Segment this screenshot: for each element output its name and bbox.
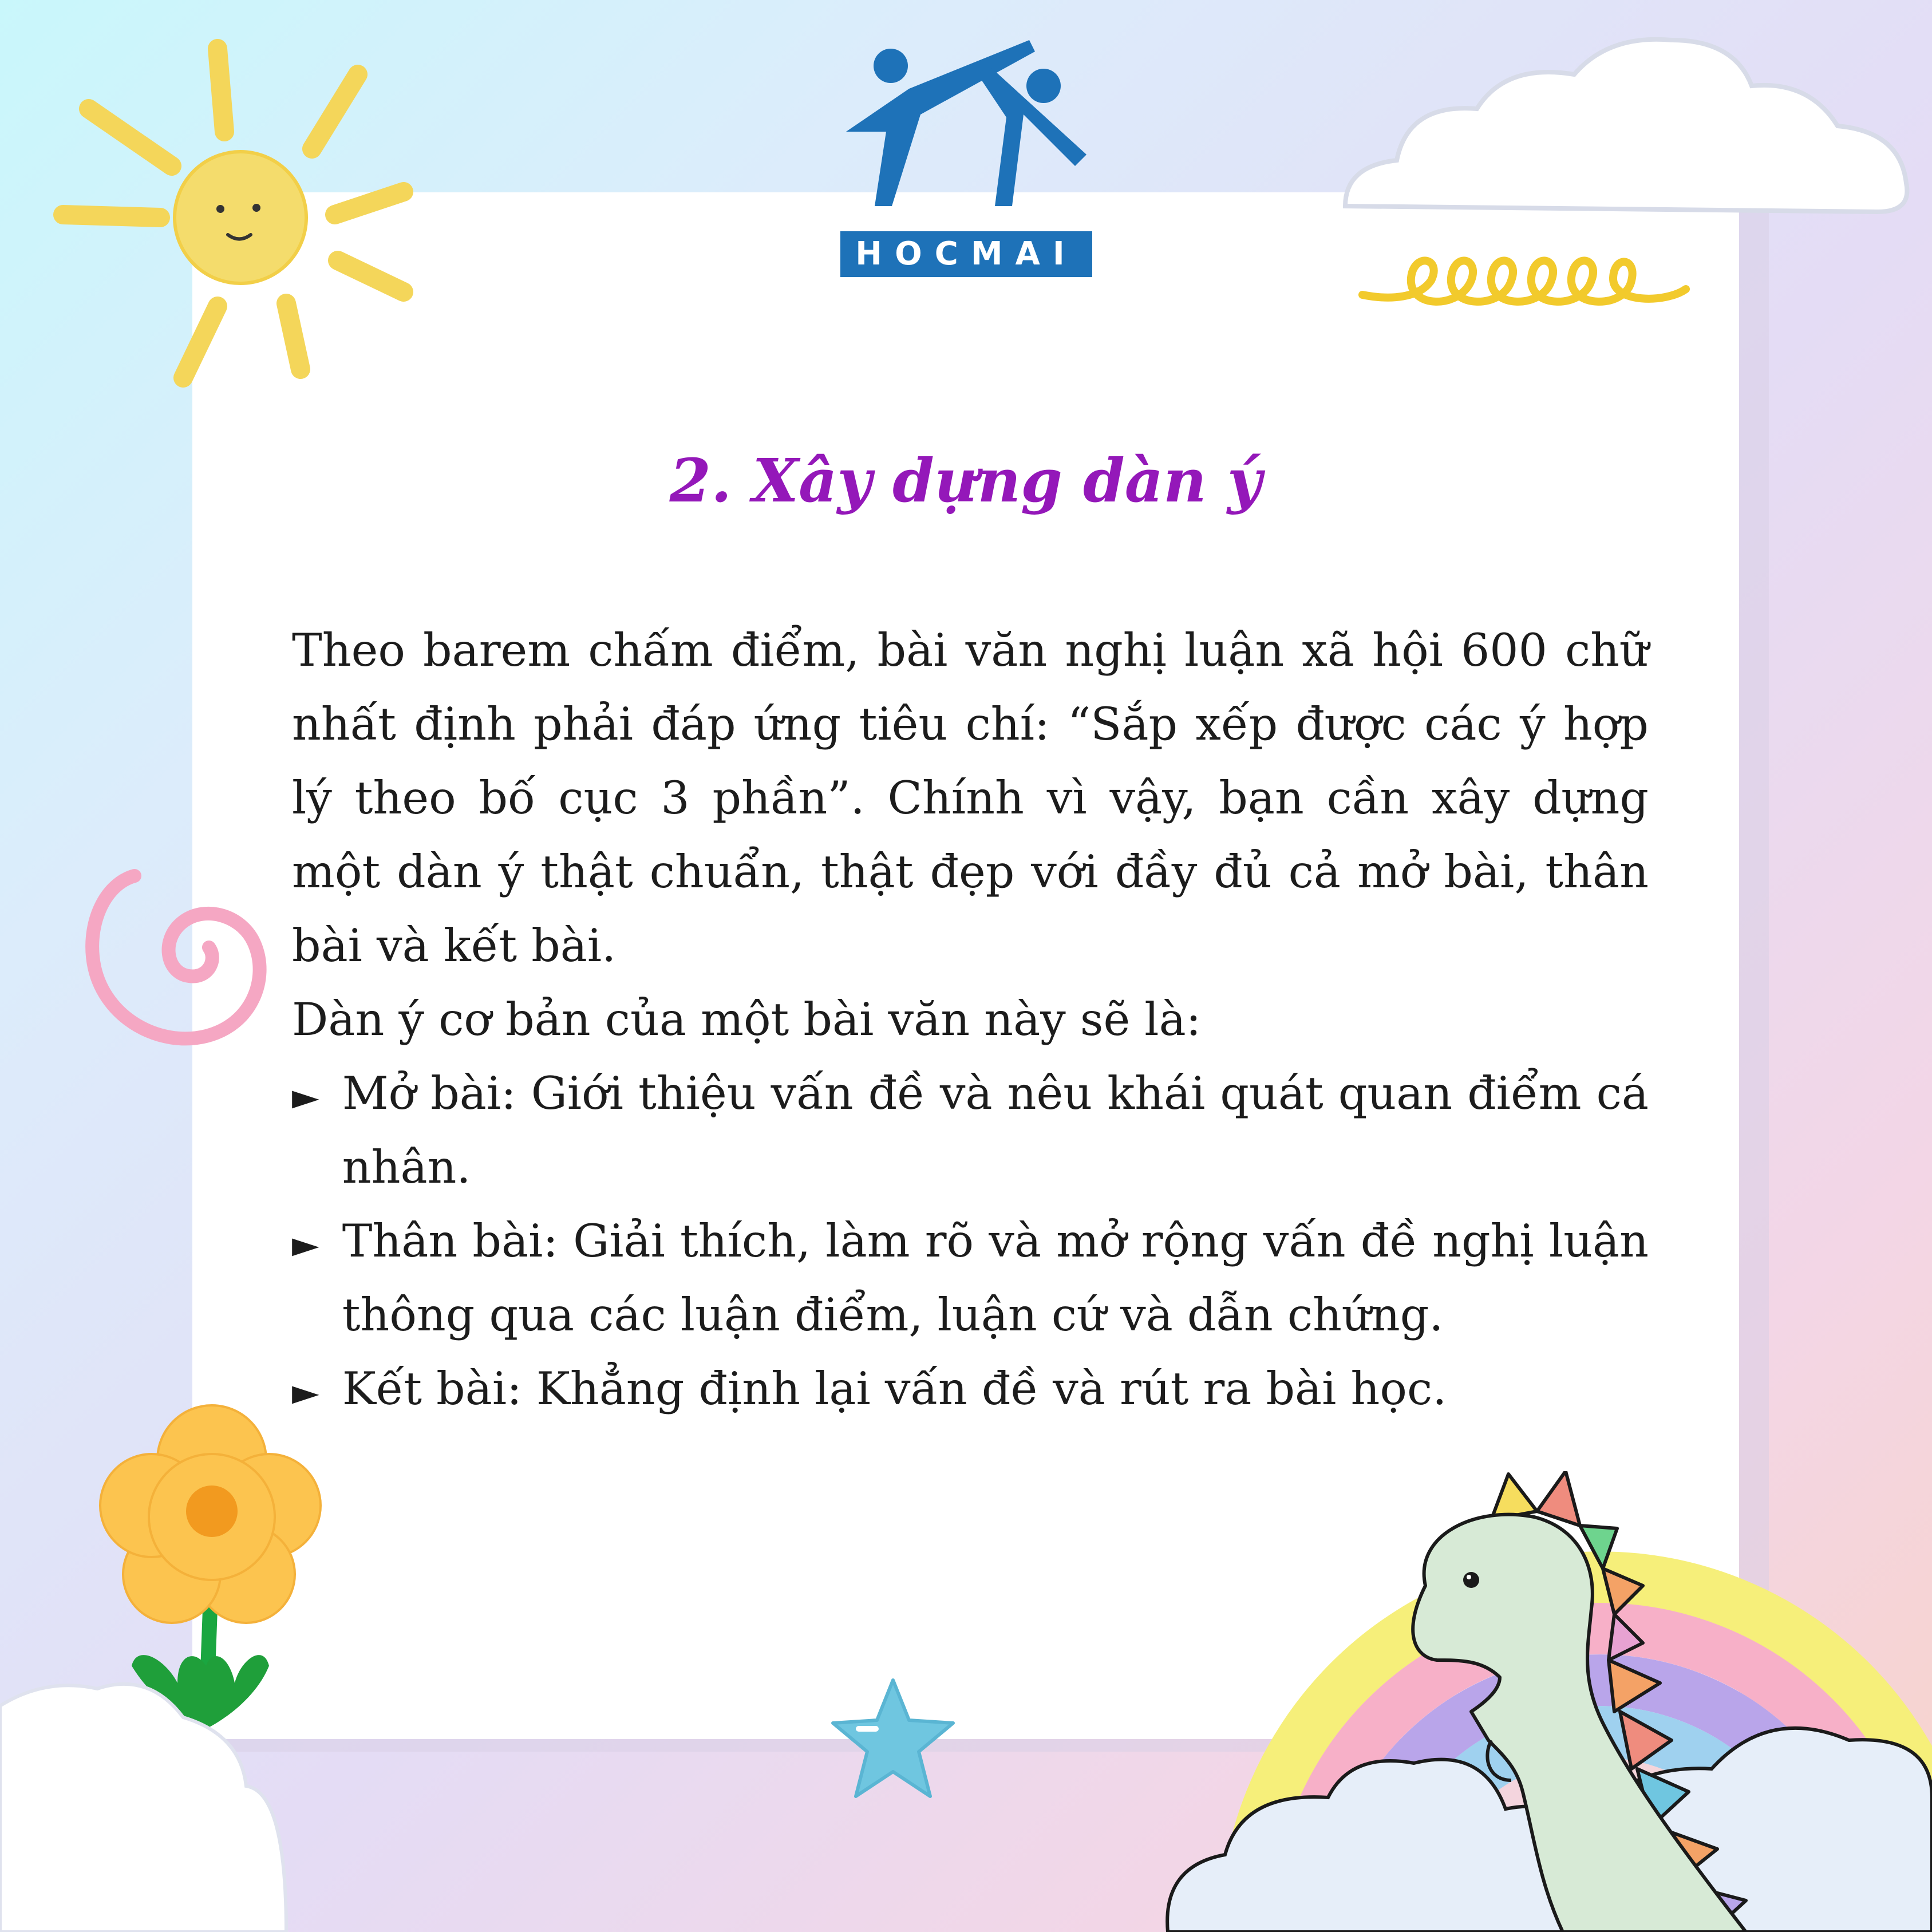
sun-decoration <box>46 34 435 424</box>
bullet-arrow-icon: ► <box>292 1223 319 1265</box>
dinosaur-decoration <box>1391 1471 1860 1932</box>
body-paragraph: Theo barem chấm điểm, bài văn nghị luận xã hội 600 chữ nhất định phải đáp ứng tiêu chí: “Sắp xếp được các ý hợp lý theo bố cục 3 phần”. Chính vì vậy, bạn cần xây dựng một dàn ý thật chuẩn, thật đẹp với đầy đủ cả mở bài, thân bài và kết bài. <box>292 624 1649 972</box>
hocmai-logo-text: HOCMAI <box>840 231 1092 277</box>
hocmai-logo <box>840 34 1098 280</box>
bullet-item <box>292 1204 1649 1352</box>
spiral-decoration <box>80 864 280 1059</box>
bullet-item <box>292 1057 1649 1204</box>
bullet-arrow-icon: ► <box>292 1076 319 1117</box>
bullet-text-mo-bai: Mở bài: Giới thiệu vấn đề và nêu khái quát quan điểm cá nhân. <box>342 1067 1649 1194</box>
section-title: 2. Xây dựng dàn ý <box>669 445 1262 516</box>
bullet-text-than-bai: Thân bài: Giải thích, làm rõ và mở rộng vấn đề nghị luận thông qua các luận điểm, luận cứ và dẫn chứng. <box>342 1215 1649 1341</box>
bullet-arrow-icon: ► <box>292 1371 319 1413</box>
star-decoration <box>824 1672 962 1809</box>
hocmai-logo-icon <box>840 34 1092 229</box>
body-intro: Dàn ý cơ bản của một bài văn này sẽ là: <box>292 993 1202 1046</box>
article-body <box>292 614 1649 1429</box>
cloud-decoration <box>1334 23 1932 229</box>
bullet-item <box>292 1352 1649 1429</box>
bullet-text-ket-bai: Kết bài: Khẳng định lại vấn đề và rút ra bài học. <box>342 1362 1447 1415</box>
cloud-decoration-bottom-left <box>0 1672 366 1932</box>
squiggle-decoration <box>1357 246 1694 338</box>
